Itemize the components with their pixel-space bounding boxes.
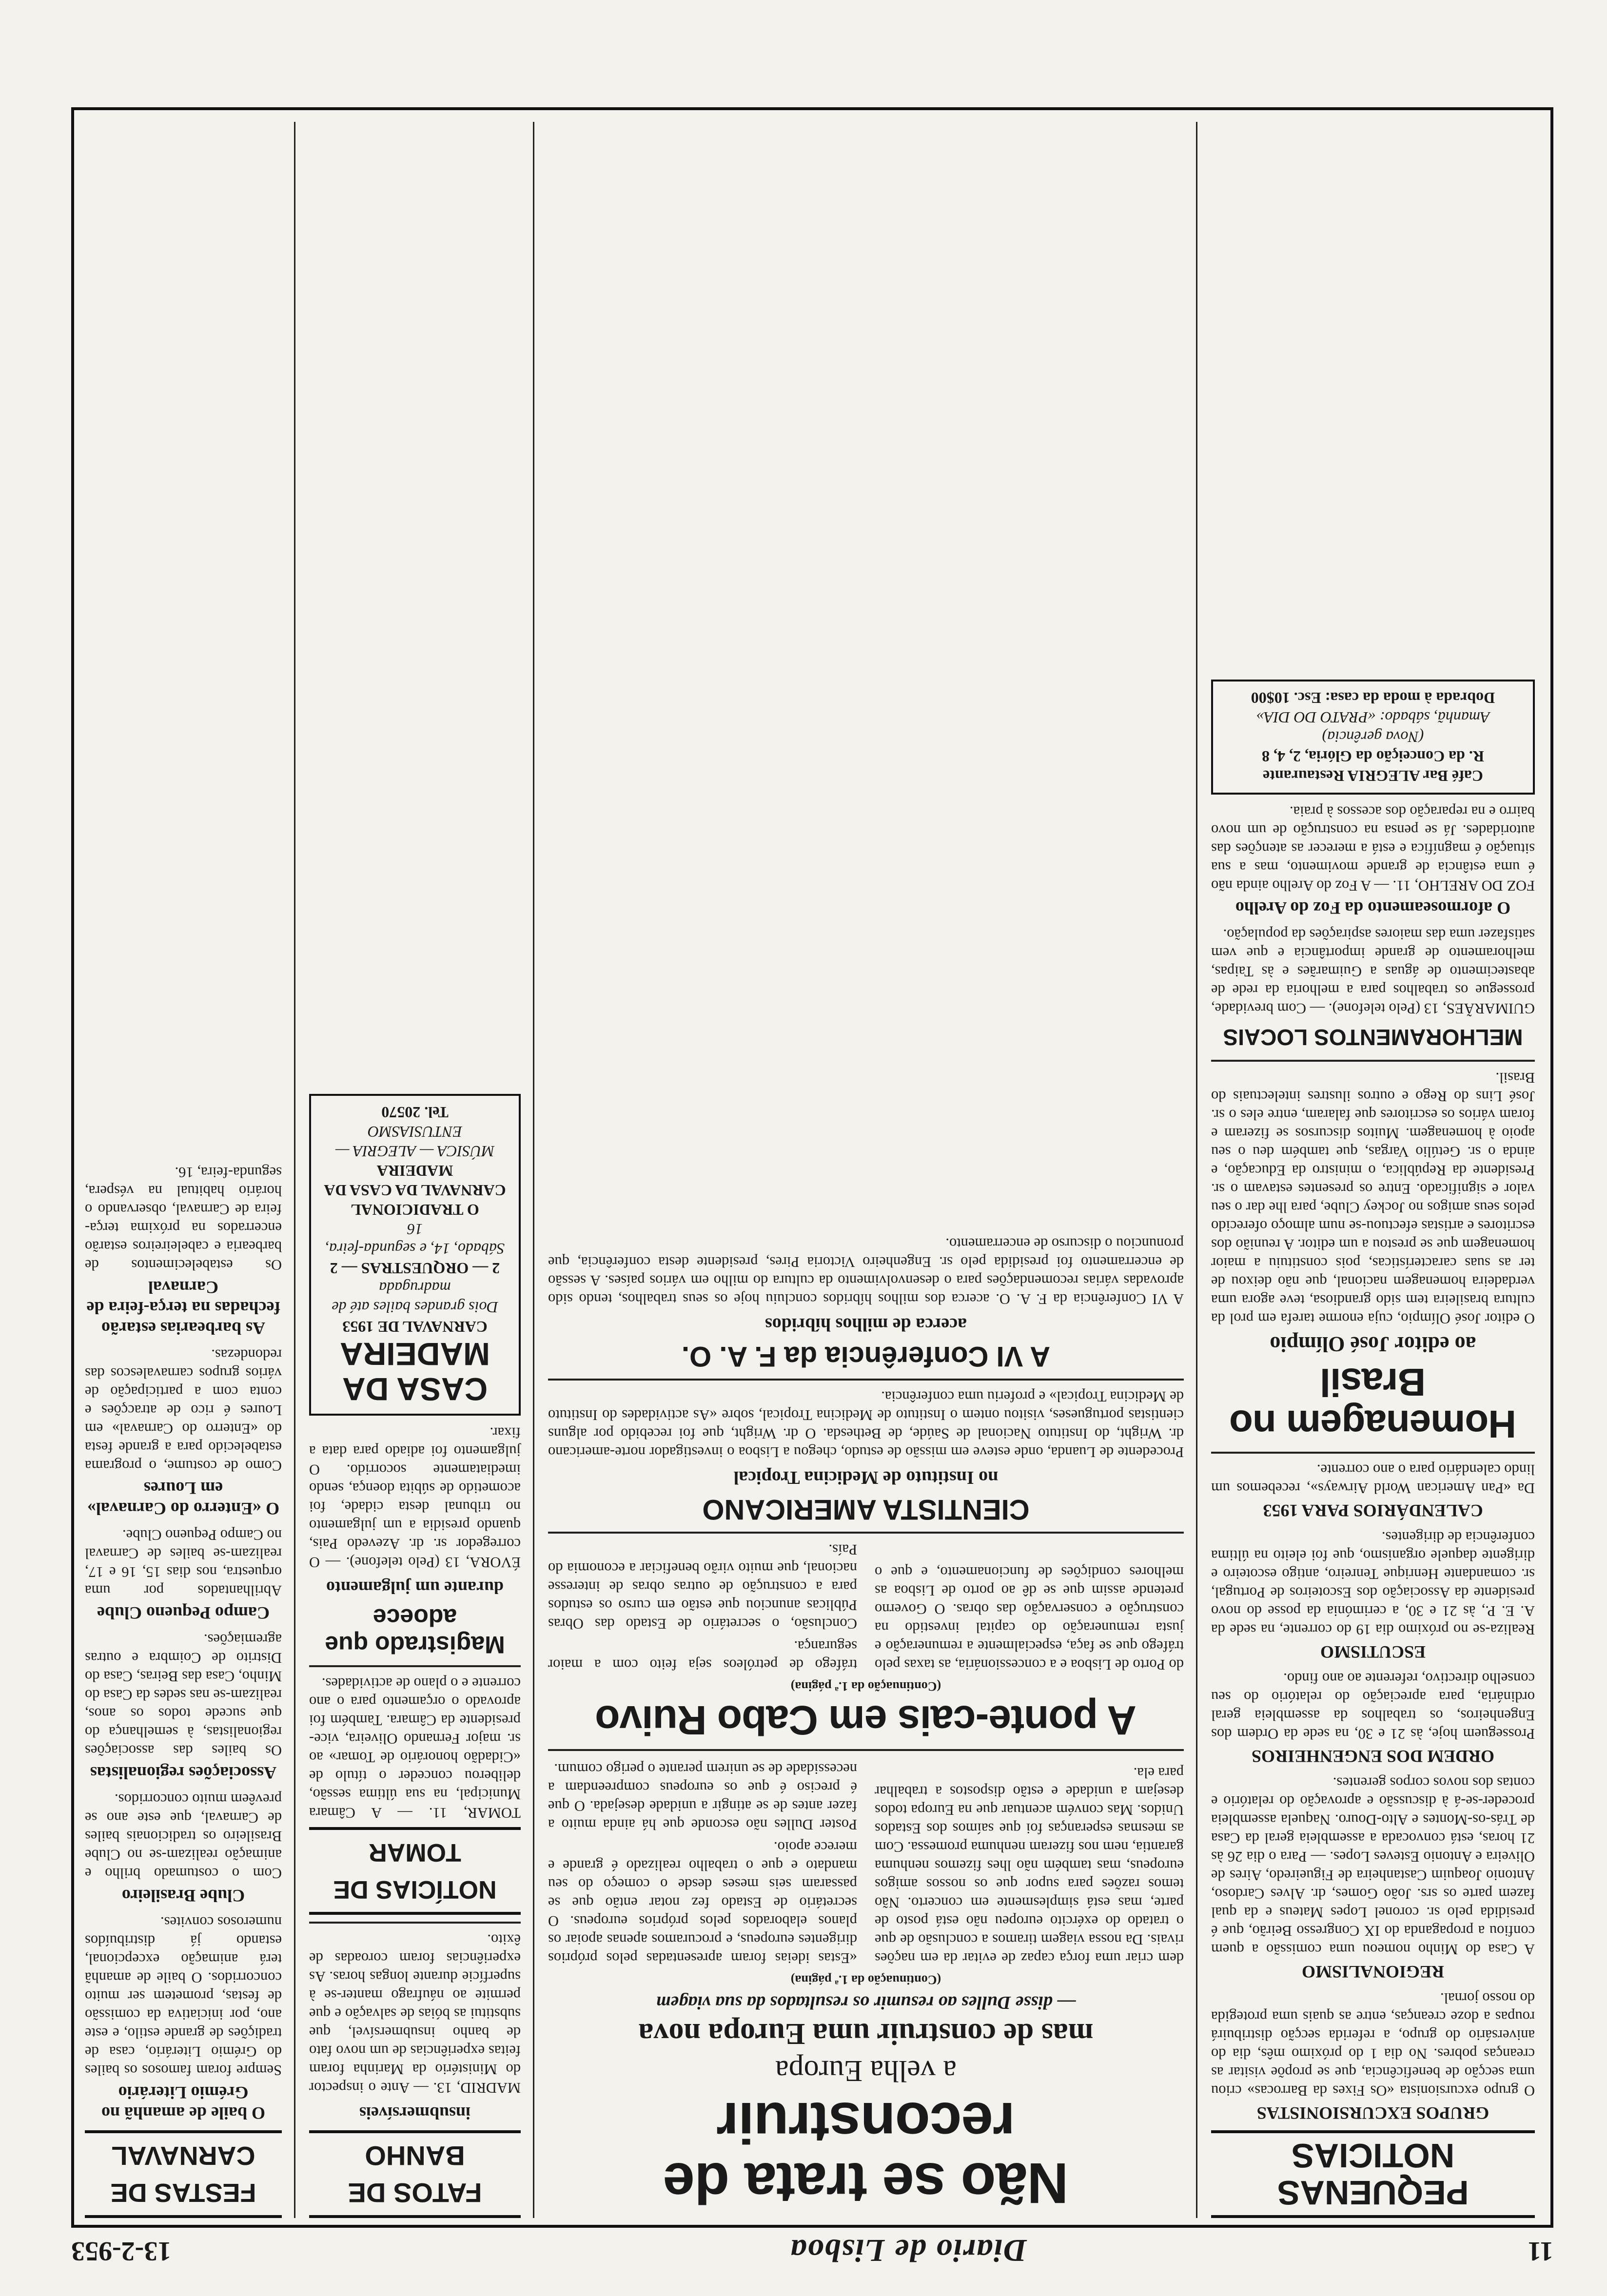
article-body: Sempre foram famosos os bailes do Grémio Literário, casa de tradições de grande estilo, e este ano, por iniciativa da comissão de festas, prometem ser muito concorridos. O baile de amanhã terá animação excepcional, estando já distribuídos numerosos convites. <box>85 1914 282 2079</box>
column-rule <box>533 122 534 2218</box>
section-heading: ORDEM DOS ENGENHEIROS <box>1251 1747 1495 1766</box>
main-subheadline-1: a velha Europa <box>775 2054 957 2087</box>
article-body: ÉVORA, 13 (Pelo telefone). — O corregedor sr. dr. Azevedo Pais, quando presidia a um julgamento no tribunal desta cidade, foi acometido de súbita doença, sendo imediatamente socorrido. O julgamento foi adiado para data a fixar. <box>309 1424 521 1571</box>
column-rule <box>294 122 295 2218</box>
section-heading: O «Enterro do Carnaval» em Loures <box>87 1479 280 1518</box>
continuation-note: (Continuação da 1.ª página) <box>790 1679 941 1693</box>
divider <box>548 1532 1184 1534</box>
article-body: O grupo excursionista «Os Fixes da Barrocas» criou uma secção de beneficência, que se propõe visitar as creanças pobres. No dia 1 do próximo mês, dia do aniversário do grupo, a referida secção distribuirá roupas a doze creanças, entre as quais uma protegida do nosso jornal. <box>1211 1990 1535 2099</box>
ad-line: Amanhã, sábado: «PRATO DO DIA» <box>1256 709 1490 726</box>
divider <box>548 1749 1184 1751</box>
festas-de-carnaval-title: FESTAS DE CARNAVAL <box>85 2130 282 2218</box>
article-body: Os estabelecimentos de barbearia e cabeleireiros estarão encerrados na próxima terça-feira de Carnaval, observando o horário habitual na véspera, segunda-feira, 16. <box>85 1164 282 1273</box>
section-heading: REGIONALISMO <box>1301 1962 1445 1982</box>
divider <box>548 1379 1184 1381</box>
article-body: «Estas ideias foram apresentadas pelos próprios dirigentes europeus, e procuramos apenas apoiar os planos elaborados pelos próprios europeus. O secretário de Estado fez notar então que se passaram seis meses desde o começo do seu mandato e que o trabalho realizado é grande e merece apoio. <box>548 1839 857 1966</box>
continuation-note: (Continuação da 1.ª página) <box>790 1973 941 1987</box>
article-body: A Casa do Minho nomeou uma comissão a quem confiou a propaganda do IX Congresso Beirão, que é presidida pelo sr. coronel Lopes Mateus e da qual fazem parte os srs. João Gomes, dr. Alves Cardoso, Antonio Joaquim Castanheira de Figueiredo, Aires de Oliveira e Antonio Esteves Lopes. — Para o dia 26 às 21 horas, está convocada a assembleia geral da Casa de Trás-os-Montes e Alto-Douro. Naquela assembleia proceder-se-á à discussão e aprovação do relatório e contas dos novos corpos gerentes. <box>1211 1774 1535 1958</box>
headline-ponte-cais: A ponte-cais em Cabo Ruivo <box>595 1697 1137 1743</box>
ad-line: Dois grandes bailes até de madrugada <box>332 1279 498 1316</box>
main-subheadline-3: — disse Dulles ao resumir os resultados da sua viagem <box>656 1992 1076 2013</box>
divider <box>1211 1452 1535 1454</box>
divider <box>309 1922 521 1924</box>
column-4 <box>76 117 291 2218</box>
subheadline: acerca de milhos híbridos <box>764 1314 967 1335</box>
headline-melhoramentos: MELHORAMENTOS LOCAIS <box>1223 1025 1523 1050</box>
ad-line: 2 — ORQUESTRAS — 2 <box>330 1260 500 1277</box>
article-body: Da «Pan American World Airways», recebemos um lindo calendário para o ano corrente. <box>1211 1461 1535 1497</box>
section-heading: Campo Pequeno Clube <box>97 1603 270 1623</box>
divider <box>309 1665 521 1667</box>
column-3 <box>300 117 529 2218</box>
article-body: O editor José Olímpio, cuja enorme tarefa em prol da cultura brasileira tem sido grandiosa, teve agora uma verdadeira homenagem nacional, que não deixou de ter as suas características, pois constituiu a maior homenagem que se prestou a um editor. A reunião dos escritores e artistas efectuou-se num almoço oferecido pelos seus amigos no Jockey Clube, para lhe dar o seu valor e significado. Entre os presentes estavam o sr. Presidente da República, o ministro da Educação, e ainda o sr. Getúlio Vargas, que também deu o seu apoio à homenagem. Muitos discursos se fizeram e foram vários os escritores que falaram, entre eles o sr. José Lins do Rego e outros ilustres intelectuais do Brasil. <box>1211 1070 1535 1327</box>
article-body: Prosseguem hoje, às 21 e 30, na sede da Ordem dos Engenheiros, os trabalhos da assembleia geral ordinária, para apreciação do relatório do seu conselho directivo, referente ao ano findo. <box>1211 1670 1535 1742</box>
article-body: Abrilhantados por uma orquestra, nos dias 15, 16 e 17, realizam-se bailes de Carnaval no Campo Pequeno Clube. <box>85 1527 282 1599</box>
main-article-columns <box>548 1758 1184 1967</box>
ad-line: R. da Conceição da Glória, 2, 4, 8 <box>1262 748 1484 765</box>
subheadline: ao editor José Olímpio <box>1270 1332 1476 1356</box>
article-body: Os bailes das associações regionalistas, à semelhança do que sucede todos os anos, realizam-se nas sedes da Casa do Minho, Casa das Beiras, Casa do Distrito de Coimbra e outras agremiações. <box>85 1631 282 1759</box>
ad-line: CARNAVAL DE 1953 <box>342 1318 488 1336</box>
subheadline: insubmersíveis <box>359 2103 471 2123</box>
ad-line: (Nova gerência) <box>1322 728 1424 746</box>
article-body: Como de costume, o programa estabelecido para a grande festa do «Enterro do Carnaval» em Loures é rico de atracções e conta com a participação de vários grupos carnavalescos das redondezas. <box>85 1346 282 1474</box>
fatos-de-banho-title: FATOS DE BANHO <box>309 2130 521 2218</box>
section-heading: ESCUTISMO <box>1320 1642 1426 1662</box>
article-body: do Porto de Lisboa e a concessionária, as taxas pelo tráfego que se faça, especialmente a remuneração e justa remuneração do capital investido na construção e conservação das obras. O Governo pretende assim que se dê ao porto de Lisboa as melhores condições de funcionamento, e que o tráfego de petróleos seja feito com a maior segurança. <box>548 1564 1184 1673</box>
ad-title: CASA DA MADEIRA <box>340 1336 490 1407</box>
advertisement-casa-da-madeira <box>309 1094 521 1416</box>
section-heading: CALENDÁRIOS PARA 1953 <box>1263 1501 1483 1520</box>
ad-line: MÚSICA — ALEGRIA — ENTUSIASMO <box>335 1123 495 1160</box>
subheadline: durante um julgamento <box>326 1578 504 1597</box>
headline-fao: A VI Conferência da F. A. O. <box>681 1341 1051 1372</box>
column-2 <box>539 117 1193 2218</box>
column-rule <box>1196 122 1197 2218</box>
article-body: Poster Dulles não esconde que há ainda muito a fazer antes de se atingir a unidade desejada. O que é preciso é que os europeus compreendam a necessidade de se unirem perante o perigo comum. <box>548 1761 857 1833</box>
main-subheadline-2: mas de construir uma Europa nova <box>638 2017 1094 2050</box>
headline-cientista: CIENTISTA AMERICANO <box>702 1494 1030 1525</box>
ponte-cais-columns <box>548 1540 1184 1674</box>
ad-line: Tel. 20570 <box>381 1104 449 1121</box>
paper-name: Diario de Lisboa <box>789 2233 1027 2268</box>
section-heading: GRUPOS EXCURSIONISTAS <box>1256 2103 1489 2123</box>
ad-line: Café Bar ALEGRIA Restaurante <box>1263 767 1483 785</box>
ad-line: O TRADICIONAL CARNAVAL DA CASA DA MADEIRA <box>324 1162 506 1219</box>
section-heading: O aformoseamento da Foz do Arelho <box>1235 898 1511 918</box>
article-body: TOMAR, 11. — A Câmara Municipal, na sua última sessão, deliberou conceder o título de «Cidadão honorário de Tomar» ao sr. major Fernando Oliveira, vice-presidente da Câmara. Também foi aprovado o orçamento para o ano corrente e o plano de actividades. <box>309 1675 521 1821</box>
masthead <box>71 2233 1553 2267</box>
article-body: Realiza-se no próximo dia 19 do corrente, na sede da A. E. P., às 21 e 30, a cerimónia da posse do novo presidente da Associação dos Escoteiros de Portugal, sr. comandante Henrique Tenreiro, antigo escoteiro e dirigente daquele organismo, que foi eleito na última conferência de dirigentes. <box>1211 1529 1535 1638</box>
main-headline: Não se trata de reconstruir <box>663 2090 1069 2215</box>
subheadline: no Instituto de Medicina Tropical <box>733 1467 999 1488</box>
headline-magistrado: Magistrado que adoece <box>325 1604 505 1658</box>
section-heading: Associações regionalistas <box>90 1763 277 1783</box>
article-body: FOZ DO ARELHO, 11. — A Foz do Arelho ainda não é uma estância de grande movimento, mas a sua situação é magnífica e está a merecer as atenções das autoridades. Já se pensa na construção de um novo bairro e na reparação dos acessos à praia. <box>1211 803 1535 894</box>
ad-line: Dobrada à moda da casa: Esc. 10$00 <box>1251 689 1495 707</box>
pequenas-noticias-title: PEQUENAS NOTICIAS <box>1211 2130 1535 2218</box>
article-body: GUIMARÃES, 13 (Pelo telefone). — Com brevidade, prossegue os trabalhos para a melhoria da rede de abastecimento de águas a Guimarães e às Taipas, melhoramento de grande importância e que vem satisfazer uma das maiores aspirações da população. <box>1211 926 1535 1017</box>
article-body: A VI Conferência da F. A. O. acerca dos milhos híbridos concluiu hoje os seus trabalhos, tendo sido aprovadas várias recomendações para o desenvolvimento da cultura do milho em vários países. A sessão de encerramento foi presidida pelo sr. Engenheiro Victoria Pires, presidente desta conferência, que pronunciou o discurso de encerramento. <box>548 1235 1184 1307</box>
column-1 <box>1202 117 1544 2218</box>
issue-date: 13-2-953 <box>71 2236 172 2266</box>
article-body: dem criar uma força capaz de evitar da em nações rivais. Da nossa viagem tiramos a conclusão de que o tratado do exército europeu não está posto de parte, mas está simplesmente em concerto. Não temos razões para supor que os nossos amigos europeus, mas também não lhes fizemos nenhuma garantia, nem nos fizeram nenhuma promessa. Com as mesmas esperanças foi que saímos dos Estados Unidos. Mas convém acentuar que na Europa todos desejam a unidade e estão dispostos a trabalhar para ela. <box>875 1765 1184 1966</box>
article-body: Procedente de Luanda, onde esteve em missão de estudo, chegou a Lisboa o investigador norte-americano dr. Wright, do Instituto Nacional de Saúde, de Bethesda. O dr. Wright, que foi recebido por alguns cientistas portugueses, visitou ontem o Instituto de Medicina Tropical, sobre «As actividades do Instituto de Medicina Tropical» e proferiu uma conferência. <box>548 1388 1184 1460</box>
article-body: Com o costumado brilho e animação realizam-se no Clube Brasileiro os tradicionais bailes de Carnaval, que este ano se prevêem muito concorridos. <box>85 1791 282 1882</box>
advertisement-cafe <box>1211 680 1535 795</box>
section-heading: O baile de amanhã no Grémio Literário <box>101 2083 266 2123</box>
divider <box>1211 1060 1535 1062</box>
article-body: Conclusão, o secretário de Estado das Obras Públicas anunciou que estão em curso os estudos para a construção de outras obras de interesse nacional, que muito virão beneficiar a economia do País. <box>548 1541 857 1632</box>
headline-homenagem: Homenagem no Brasil <box>1229 1361 1517 1446</box>
article-body: MADRID, 13. — Ante o inspector do Ministério da Marinha foram feitas experiências de um novo fato de banho insubmersível, que substitui as bóias de salvação e que permite ao náufrago manter-se à superfície durante longas horas. As experiências foram coroadas de êxito. <box>309 1931 521 2096</box>
page-number: 11 <box>1528 2236 1553 2266</box>
noticias-de-tomar-title: NOTÍCIAS DE TOMAR <box>309 1827 521 1915</box>
section-heading: Clube Brasileiro <box>121 1886 245 1906</box>
section-heading: As barbearias estarão fechadas na terça-feira de Carnaval <box>86 1278 280 1338</box>
ad-line: Sábado, 14, e segunda-feira, 16 <box>325 1221 505 1258</box>
